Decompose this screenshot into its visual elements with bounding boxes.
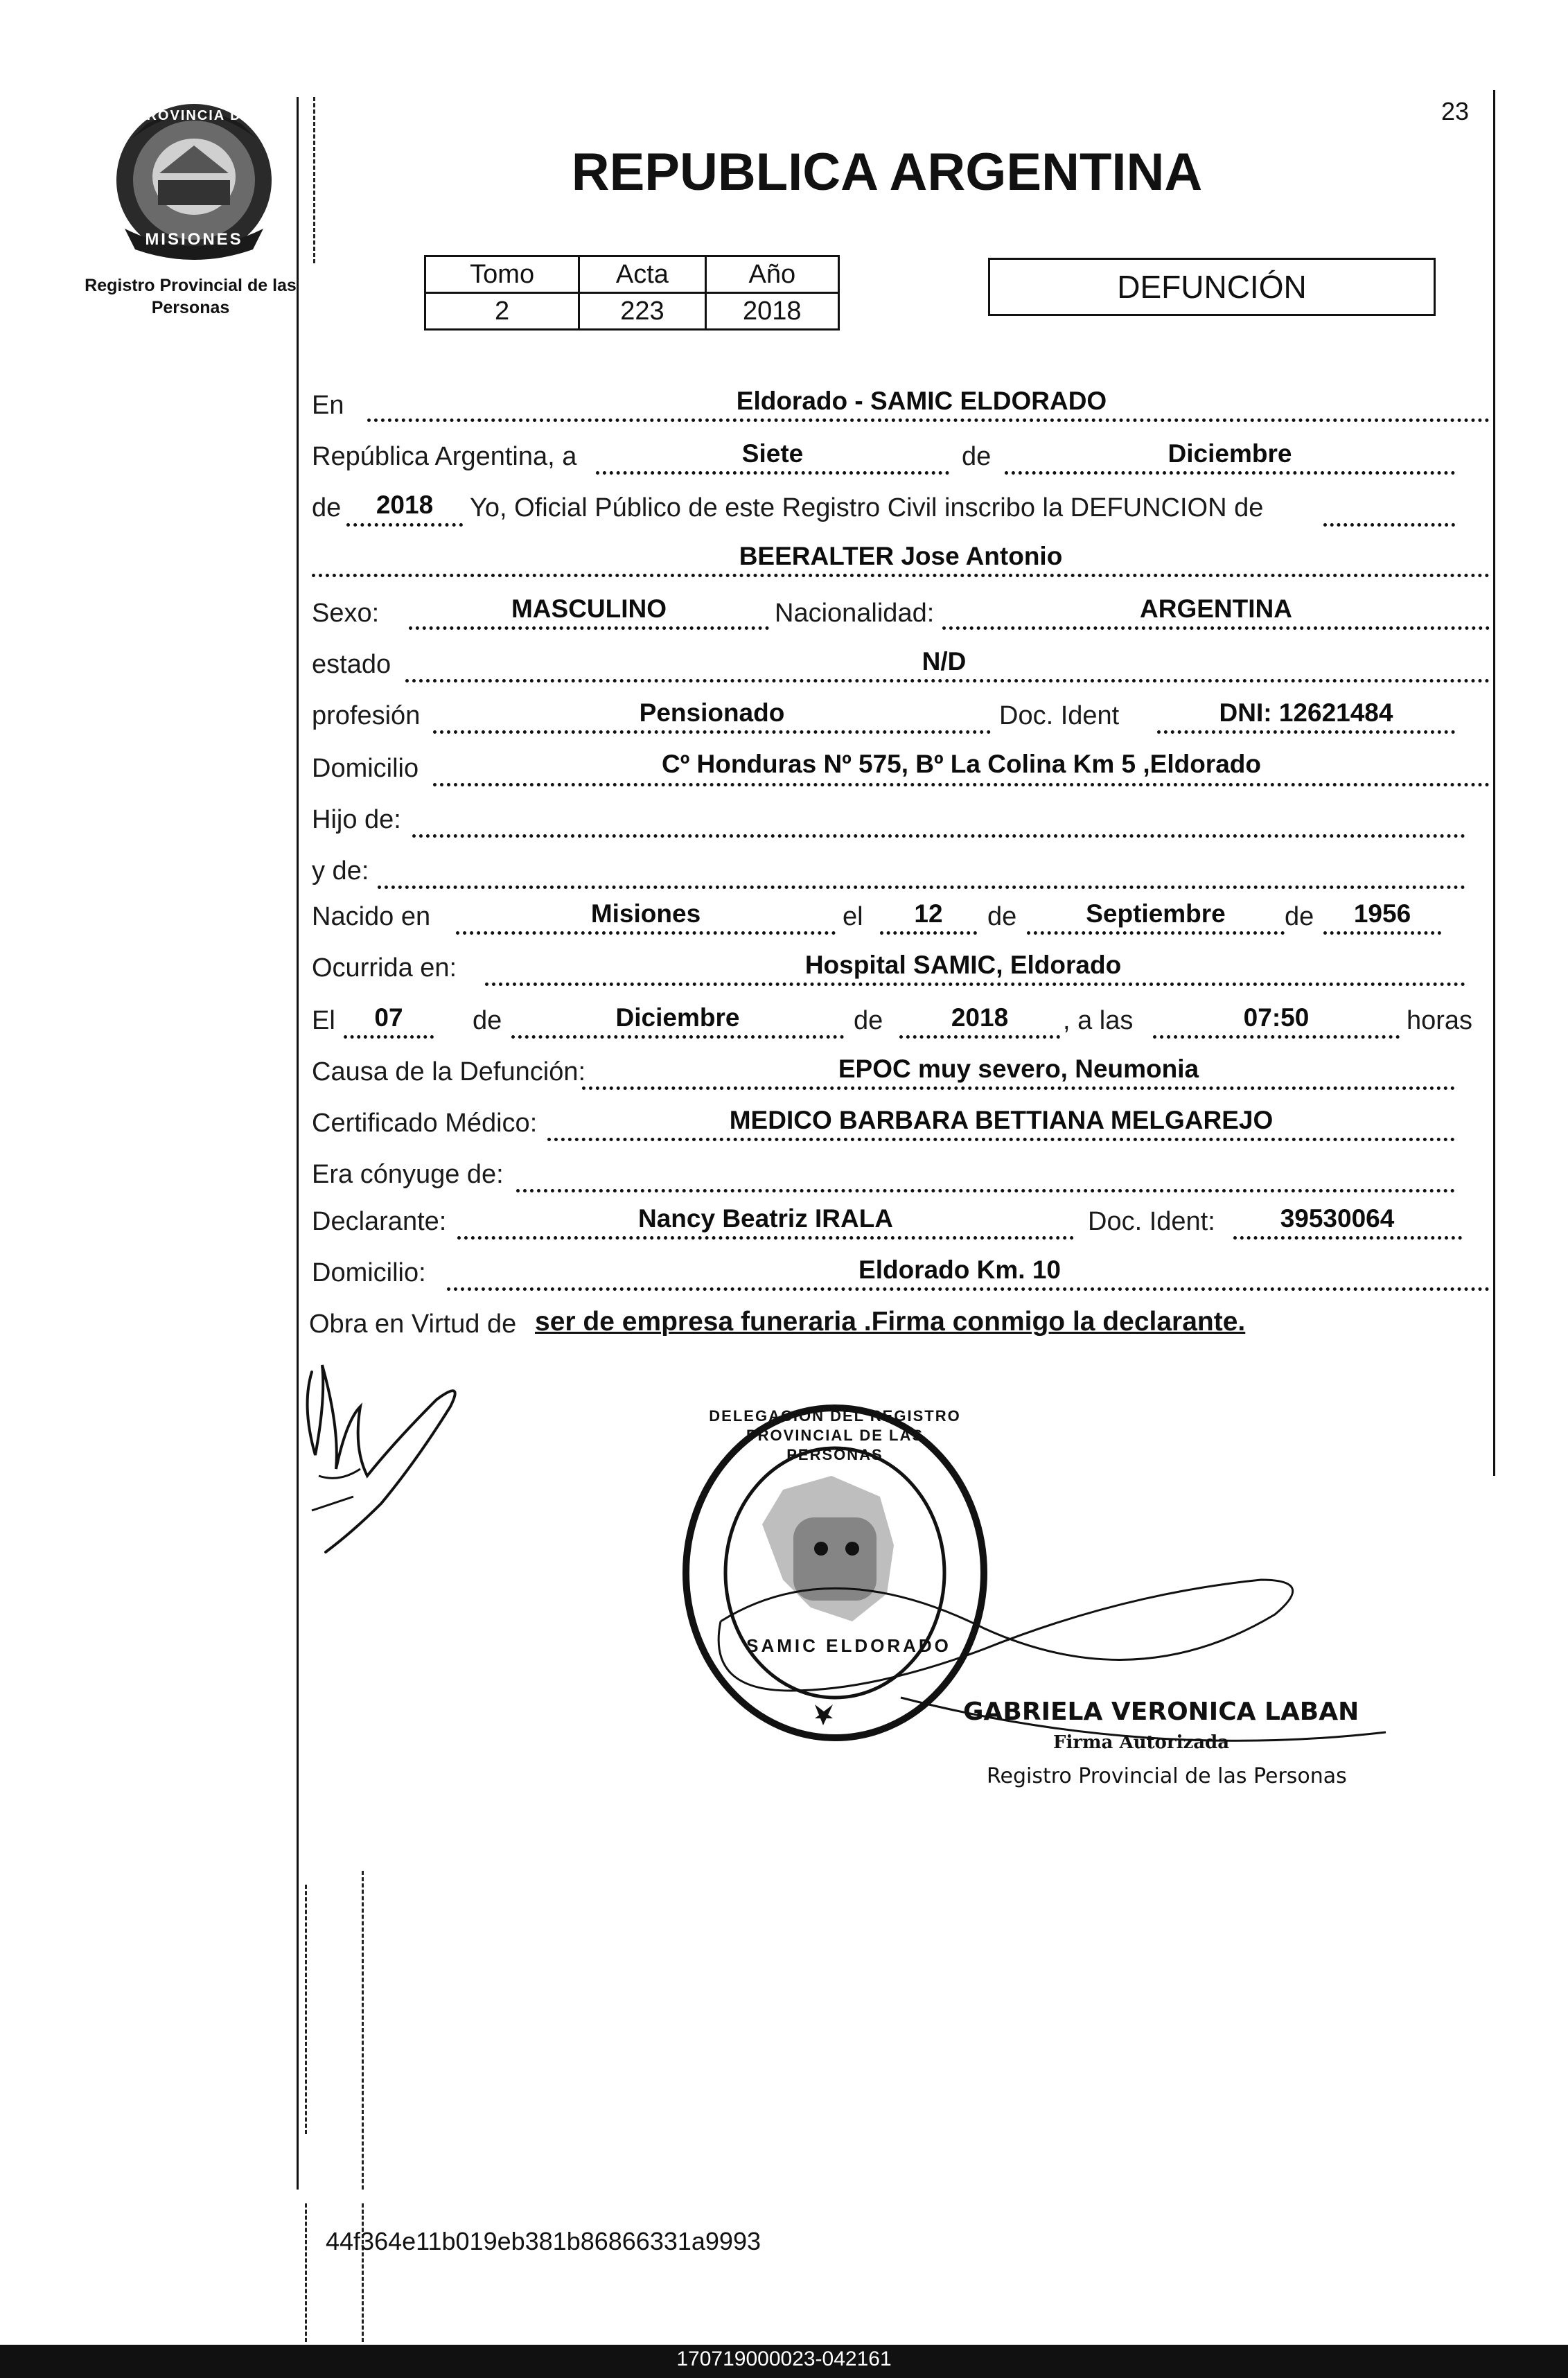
def-anio-dots: [899, 1035, 1060, 1039]
year-dots: [346, 523, 463, 527]
nacido-lugar-value: Misiones: [590, 899, 701, 928]
nacionalidad-value: ARGENTINA: [1140, 594, 1292, 623]
republica-label: República Argentina, a: [312, 442, 577, 471]
right-margin-line: [1493, 90, 1495, 1476]
record-header-anio: Año: [705, 256, 838, 293]
yde-label: y de:: [312, 856, 369, 886]
day-value: Siete: [741, 439, 804, 468]
page-number: 23: [1441, 97, 1470, 125]
obra-value: ser de empresa funeraria .Firma conmigo la declarante.: [535, 1307, 1246, 1337]
declarante-label: Declarante:: [312, 1207, 447, 1236]
certificado-dots: [547, 1138, 1455, 1141]
doc-ident-label: Doc. Ident: [999, 701, 1120, 730]
hijo-dots: [412, 834, 1465, 838]
left-signature: [298, 1344, 492, 1580]
left-margin-line: [297, 97, 299, 2190]
page-title: REPUBLICA ARGENTINA: [571, 143, 1203, 202]
horas-label: horas: [1407, 1006, 1473, 1035]
record-value-anio: 2018: [705, 293, 838, 330]
en-value: Eldorado - SAMIC ELDORADO: [736, 387, 1107, 415]
domicilio-value: Cº Honduras Nº 575, Bº La Colina Km 5 ,Eldorado: [662, 750, 1261, 778]
estado-label: estado: [312, 650, 391, 679]
lower-margin-dashes-2: [362, 1871, 364, 2190]
act-type-box: DEFUNCIÓN: [988, 258, 1436, 316]
barcode-id: 170719000023-042161: [676, 2348, 892, 2370]
conyuge-dots: [516, 1189, 1455, 1192]
official-text: Yo, Oficial Público de este Registro Civil inscribo la DEFUNCION de: [470, 493, 1264, 522]
nacido-lugar-dots: [456, 931, 836, 935]
doc2-value: 39530064: [1280, 1204, 1395, 1233]
record-value-acta: 223: [579, 293, 705, 330]
month-dots: [1005, 471, 1455, 475]
doc-ident-value: DNI: 12621484: [1219, 698, 1393, 727]
certificado-value: MEDICO BARBARA BETTIANA MELGAREJO: [729, 1106, 1274, 1134]
document-hash: 44f364e11b019eb381b86866331a9993: [326, 2227, 761, 2255]
seal-text-bottom: MISIONES: [145, 230, 243, 249]
nacido-el-label: el: [843, 902, 863, 931]
causa-dots: [582, 1086, 1455, 1090]
record-header-tomo: Tomo: [425, 256, 579, 293]
record-value-tomo: 2: [425, 293, 579, 330]
year-prefix-label: de: [312, 493, 342, 522]
record-table-header-row: [425, 256, 839, 293]
lower-margin-dashes-1: [305, 1885, 307, 2134]
hijo-label: Hijo de:: [312, 805, 401, 834]
obra-label: Obra en Virtud de: [309, 1310, 517, 1339]
seal-text-top: PROVINCIA DE: [136, 108, 252, 123]
nacido-label: Nacido en: [312, 902, 431, 931]
sexo-value: MASCULINO: [511, 594, 667, 623]
sexo-label: Sexo:: [312, 599, 380, 628]
profesion-label: profesión: [312, 701, 421, 730]
official-trailing-dots: [1323, 523, 1455, 527]
domicilio2-value: Eldorado Km. 10: [858, 1256, 1061, 1284]
en-label: En: [312, 391, 344, 420]
month-value: Diciembre: [1168, 439, 1292, 468]
ocurrida-label: Ocurrida en:: [312, 953, 457, 983]
ocurrida-dots: [485, 983, 1465, 986]
estado-value: N/D: [922, 647, 967, 676]
causa-label: Causa de la Defunción:: [312, 1057, 586, 1086]
nacido-mes-value: Septiembre: [1086, 899, 1226, 928]
record-table-value-row: [425, 293, 839, 330]
doc-ident-dots: [1157, 730, 1455, 734]
nacido-de1-label: de: [987, 902, 1017, 931]
def-dia-dots: [344, 1035, 434, 1039]
signatory-office: Registro Provincial de las Personas: [987, 1764, 1347, 1788]
footer-margin-dashes-1: [305, 2203, 307, 2342]
def-anio-value: 2018: [951, 1003, 1009, 1032]
estado-dots: [405, 679, 1490, 682]
def-dia-value: 07: [374, 1003, 403, 1032]
def-mes-value: Diciembre: [615, 1003, 740, 1032]
nacido-de2-label: de: [1285, 902, 1314, 931]
nacido-anio-dots: [1323, 931, 1441, 935]
nacido-mes-dots: [1027, 931, 1285, 935]
profesion-value: Pensionado: [639, 698, 785, 727]
alas-label: , a las: [1063, 1006, 1134, 1035]
registry-name: Registro Provincial de las Personas: [85, 276, 297, 317]
sexo-dots: [409, 626, 769, 630]
conyuge-label: Era cónyuge de:: [312, 1160, 504, 1189]
nacionalidad-dots: [942, 626, 1490, 630]
causa-value: EPOC muy severo, Neumonia: [838, 1055, 1199, 1083]
def-de1-label: de: [473, 1006, 502, 1035]
stamp-inner-text: SAMIC ELDORADO: [746, 1635, 951, 1656]
def-hora-value: 07:50: [1243, 1003, 1310, 1032]
signatory-role: Firma Autorizada: [1053, 1732, 1230, 1753]
domicilio2-label: Domicilio:: [312, 1258, 426, 1287]
en-dots: [367, 419, 1490, 422]
def-mes-dots: [511, 1035, 844, 1039]
doc2-label: Doc. Ident:: [1088, 1207, 1215, 1236]
republica-de-label: de: [962, 442, 992, 471]
signatory-name: GABRIELA VERONICA LABAN: [963, 1698, 1359, 1726]
def-de2-label: de: [854, 1006, 883, 1035]
nacido-dia-value: 12: [914, 899, 943, 928]
declarante-dots: [457, 1236, 1074, 1240]
doc2-dots: [1233, 1236, 1462, 1240]
day-dots: [596, 471, 949, 475]
ocurrida-value: Hospital SAMIC, Eldorado: [804, 951, 1122, 979]
domicilio2-dots: [447, 1287, 1490, 1291]
deceased-name: BEERALTER Jose Antonio: [739, 542, 1063, 570]
el2-label: El: [312, 1006, 335, 1035]
record-table: [424, 255, 840, 331]
def-hora-dots: [1153, 1035, 1400, 1039]
profesion-dots: [433, 730, 991, 734]
year-value: 2018: [376, 491, 434, 519]
deceased-dots: [312, 574, 1490, 577]
domicilio-dots: [433, 783, 1490, 786]
nacido-anio-value: 1956: [1353, 899, 1411, 928]
yde-dots: [378, 886, 1465, 889]
nacido-dia-dots: [880, 931, 977, 935]
left-margin-dashes: [313, 97, 315, 263]
domicilio-label: Domicilio: [312, 754, 419, 783]
record-header-acta: Acta: [579, 256, 705, 293]
certificado-label: Certificado Médico:: [312, 1109, 538, 1138]
nacionalidad-label: Nacionalidad:: [775, 599, 935, 628]
footer-margin-dashes-2: [362, 2203, 364, 2342]
declarante-value: Nancy Beatriz IRALA: [637, 1204, 894, 1233]
stamp-ring-text: DELEGACION DEL REGISTRO PROVINCIAL DE LAS PERSONAS: [709, 1407, 961, 1463]
